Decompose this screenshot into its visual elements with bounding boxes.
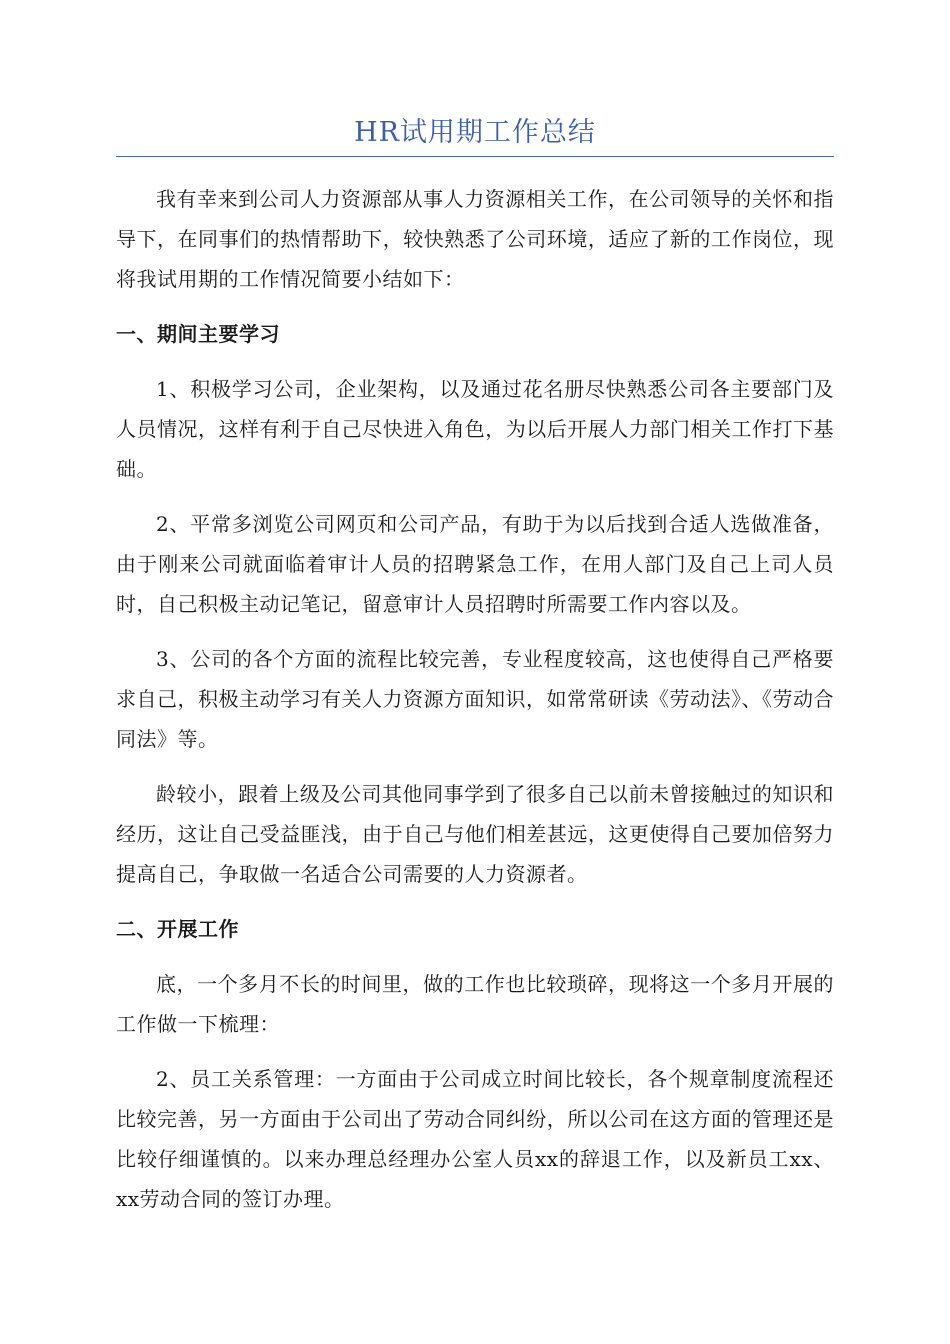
study-paragraph-4: 龄较小，跟着上级及公司其他同事学到了很多自己以前未曾接触过的知识和经历，这让自己受益匪浅，由于自己与他们相差甚远，这更使得自己要加倍努力提高自己，争取做一名适合公司需要的人力资源者。 (116, 782, 834, 886)
work-paragraph-2: 2、员工关系管理：一方面由于公司成立时间比较长，各个规章制度流程还比较完善，另一方面由于公司出了劳动合同纠纷，所以公司在这方面的管理还是比较仔细谨慎的。以来办理总经理办公室人员xx的辞退工作，以及新员工xx、xx劳动合同的签订办理。 (116, 1067, 834, 1211)
study-paragraph-2: 2、平常多浏览公司网页和公司产品，有助于为以后找到合适人选做准备，由于刚来公司就面临着审计人员的招聘紧急工作，在用人部门及自己上司人员时，自己积极主动记笔记，留意审计人员招聘时所需要工作内容以及。 (116, 512, 834, 616)
document-page (116, 112, 834, 1234)
intro-paragraph: 我有幸来到公司人力资源部从事人力资源相关工作，在公司领导的关怀和指导下，在同事们的热情帮助下，较快熟悉了公司环境，适应了新的工作岗位，现将我试用期的工作情况简要小结如下： (116, 187, 834, 291)
section-heading-work: 二、开展工作 (116, 917, 239, 941)
study-paragraph-3: 3、公司的各个方面的流程比较完善，专业程度较高，这也使得自己严格要求自己，积极主动学习有关人力资源方面知识，如常常研读《劳动法》、《劳动合同法》等。 (116, 647, 834, 751)
work-paragraph-1: 底，一个多月不长的时间里，做的工作也比较琐碎，现将这一个多月开展的工作做一下梳理： (116, 972, 834, 1036)
document-title: HR试用期工作总结 (116, 112, 834, 157)
section-heading-study: 一、期间主要学习 (116, 322, 280, 346)
study-paragraph-1: 1、积极学习公司，企业架构，以及通过花名册尽快熟悉公司各主要部门及人员情况，这样有利于自己尽快进入角色，为以后开展人力部门相关工作打下基础。 (116, 377, 834, 481)
document-body (116, 179, 834, 1219)
